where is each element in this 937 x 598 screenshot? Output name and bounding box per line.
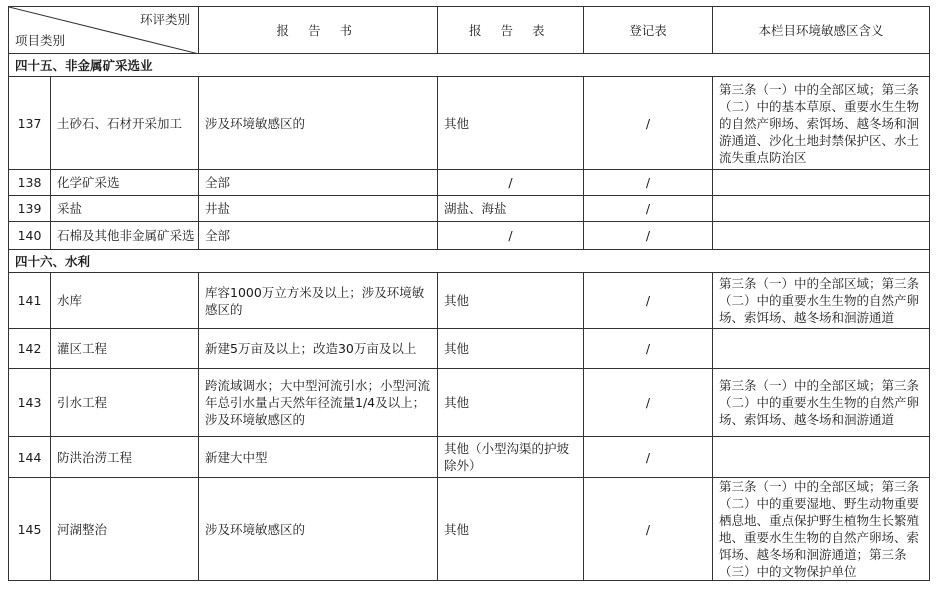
table-row (9, 329, 930, 369)
report-book-cell: 新建5万亩及以上；改造30万亩及以上 (199, 329, 438, 369)
table-row (9, 478, 930, 581)
report-book-cell: 全部 (199, 170, 438, 196)
sensitive-area-cell: 第三条（一）中的全部区域；第三条（二）中的重要水生生物的自然产卵场、索饵场、越冬场和洄游通道 (713, 369, 930, 437)
report-form-cell: 其他 (438, 478, 584, 581)
header-eia-category: 环评类别 (139, 12, 190, 27)
registration-cell: / (584, 478, 713, 581)
header-sensitive-area-meaning: 本栏目环境敏感区含义 (713, 7, 930, 54)
report-form-cell: 湖盐、海盐 (438, 196, 584, 222)
sensitive-area-cell: 第三条（一）中的全部区域；第三条（二）中的基本草原、重要水生生物的自然产卵场、索饵场、越冬场和洄游通道、沙化土地封禁保护区、水土流失重点防治区 (713, 77, 930, 170)
header-project-category: 项目类别 (15, 33, 66, 48)
report-book-cell: 全部 (199, 222, 438, 250)
project-name: 灌区工程 (51, 329, 199, 369)
project-name: 石棉及其他非金属矿采选 (51, 222, 199, 250)
section-row (9, 54, 930, 77)
project-name: 引水工程 (51, 369, 199, 437)
report-book-cell: 涉及环境敏感区的 (199, 77, 438, 170)
report-book-cell: 库容1000万立方米及以上；涉及环境敏感区的 (199, 273, 438, 329)
row-number: 142 (9, 329, 51, 369)
report-book-cell: 井盐 (199, 196, 438, 222)
sensitive-area-cell (713, 196, 930, 222)
registration-cell: / (584, 369, 713, 437)
table-row (9, 196, 930, 222)
section-row (9, 250, 930, 273)
header-row (9, 7, 930, 54)
project-name: 防洪治涝工程 (51, 437, 199, 478)
row-number: 145 (9, 478, 51, 581)
registration-cell: / (584, 170, 713, 196)
row-number: 138 (9, 170, 51, 196)
project-name: 水库 (51, 273, 199, 329)
registration-cell: / (584, 329, 713, 369)
report-book-cell: 涉及环境敏感区的 (199, 478, 438, 581)
registration-cell: / (584, 196, 713, 222)
project-name: 河湖整治 (51, 478, 199, 581)
report-form-cell: / (438, 170, 584, 196)
sensitive-area-cell: 第三条（一）中的全部区域；第三条（二）中的重要湿地、野生动物重要栖息地、重点保护野生植物生长繁殖地、重要水生生物的自然产卵场、索饵场、越冬场和洄游通道；第三条（三）中的文物保护单位 (713, 478, 930, 581)
report-form-cell: 其他 (438, 77, 584, 170)
report-form-cell: / (438, 222, 584, 250)
table-row (9, 273, 930, 329)
project-name: 采盐 (51, 196, 199, 222)
row-number: 140 (9, 222, 51, 250)
report-form-cell: 其他 (438, 369, 584, 437)
report-form-cell: 其他（小型沟渠的护坡除外） (438, 437, 584, 478)
row-number: 137 (9, 77, 51, 170)
eia-classification-table (8, 6, 930, 581)
registration-cell: / (584, 437, 713, 478)
table-row (9, 77, 930, 170)
section-title: 四十六、水利 (9, 250, 930, 273)
row-number: 141 (9, 273, 51, 329)
sensitive-area-cell (713, 437, 930, 478)
diagonal-header-cell (9, 7, 199, 54)
registration-cell: / (584, 77, 713, 170)
table-row (9, 369, 930, 437)
sensitive-area-cell (713, 222, 930, 250)
sensitive-area-cell (713, 329, 930, 369)
row-number: 144 (9, 437, 51, 478)
sensitive-area-cell: 第三条（一）中的全部区域；第三条（二）中的重要水生生物的自然产卵场、索饵场、越冬场和洄游通道 (713, 273, 930, 329)
table-row (9, 437, 930, 478)
table-row (9, 170, 930, 196)
header-report-book: 报 告 书 (199, 7, 438, 54)
registration-cell: / (584, 222, 713, 250)
project-name: 化学矿采选 (51, 170, 199, 196)
project-name: 土砂石、石材开采加工 (51, 77, 199, 170)
report-form-cell: 其他 (438, 273, 584, 329)
report-book-cell: 新建大中型 (199, 437, 438, 478)
row-number: 139 (9, 196, 51, 222)
report-form-cell: 其他 (438, 329, 584, 369)
registration-cell: / (584, 273, 713, 329)
row-number: 143 (9, 369, 51, 437)
section-title: 四十五、非金属矿采选业 (9, 54, 930, 77)
header-report-form: 报 告 表 (438, 7, 584, 54)
table-row (9, 222, 930, 250)
sensitive-area-cell (713, 170, 930, 196)
report-book-cell: 跨流域调水；大中型河流引水；小型河流年总引水量占天然年径流量1/4及以上；涉及环境敏感区的 (199, 369, 438, 437)
header-registration-form: 登记表 (584, 7, 713, 54)
